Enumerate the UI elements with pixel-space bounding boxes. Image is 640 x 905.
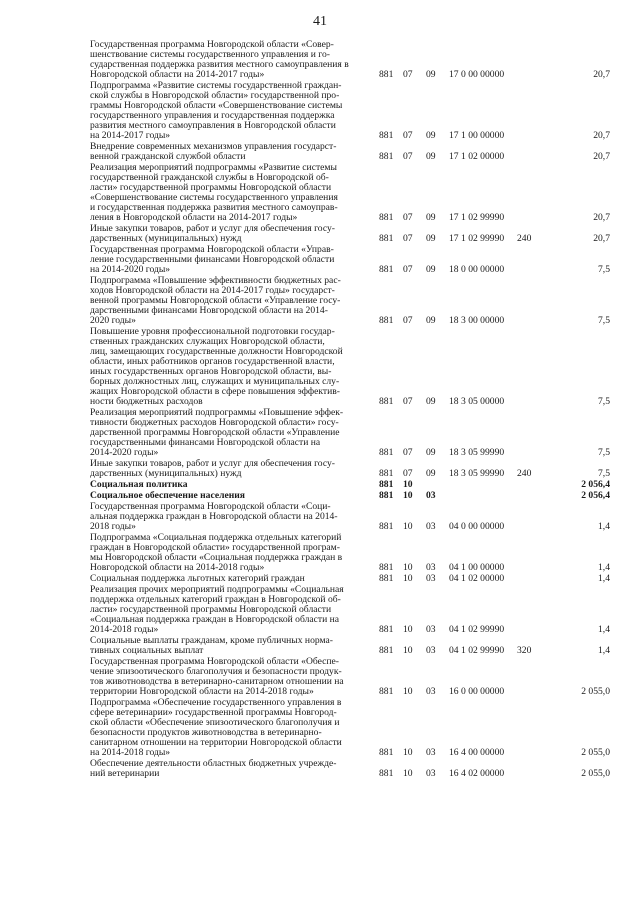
subsection-code: 03 (426, 624, 436, 635)
row-description: Социальные выплаты гражданам, кроме публичных норма- тивных социальных выплат (90, 635, 333, 656)
target-article-code: 04 1 00 00000 (449, 562, 505, 573)
table-row (90, 408, 610, 459)
expense-type-code (517, 759, 547, 780)
expense-type-code (517, 40, 547, 81)
subsection-code: 03 (426, 747, 436, 758)
row-description: Социальная поддержка льготных категорий граждан (90, 573, 305, 584)
department-code: 881 (379, 686, 394, 697)
amount-value: 20,7 (593, 130, 610, 141)
section-code: 10 (403, 562, 413, 573)
table-row (90, 142, 610, 163)
row-description: Обеспечение деятельности областных бюджетных учрежде- ний ветеринарии (90, 758, 337, 779)
row-description: Реализация прочих мероприятий подпрограммы «Социальная поддержка отдельных категорий граждан в Новгородской об- ласти» государственной программы Новгородской области «Социальная поддержка граждан в Новгородской области на 2014-2018 годы» (90, 584, 344, 635)
row-description: Иные закупки товаров, работ и услуг для обеспечения госу- дарственных (муниципальных) нужд (90, 223, 335, 244)
expense-type-code (517, 81, 547, 142)
row-description: Государственная программа Новгородской области «Соци- альная поддержка граждан в Новгородской области на 2014- 2018 годы» (90, 501, 338, 532)
department-code: 881 (379, 212, 394, 223)
subsection-code: 09 (426, 396, 436, 407)
subsection-code: 09 (426, 447, 436, 458)
department-code: 881 (379, 315, 394, 326)
subsection-code: 09 (426, 212, 436, 223)
subsection-code: 03 (426, 645, 436, 656)
target-article-code: 04 1 02 99990 (449, 624, 505, 635)
amount-value: 7,5 (598, 315, 610, 326)
row-description: Государственная программа Новгородской области «Управ- ление государственными финансами Новгородской области на 2014-2020 годы» (90, 244, 335, 275)
amount-value: 20,7 (593, 212, 610, 223)
target-article-code: 04 0 00 00000 (449, 521, 505, 532)
target-article-code: 16 0 00 00000 (449, 686, 505, 697)
department-code: 881 (379, 645, 394, 656)
amount-value: 1,4 (598, 562, 610, 573)
amount-value: 7,5 (598, 264, 610, 275)
expense-type-code: 240 (517, 233, 532, 244)
target-article-code: 18 0 00 00000 (449, 264, 505, 275)
table-row (90, 759, 610, 780)
expense-type-code (517, 408, 547, 459)
expense-type-code (517, 142, 547, 163)
table-row (90, 698, 610, 759)
subsection-code: 09 (426, 69, 436, 80)
department-code: 881 (379, 479, 394, 490)
section-code: 07 (403, 315, 413, 326)
department-code: 881 (379, 264, 394, 275)
amount-value: 1,4 (598, 573, 610, 584)
section-code: 10 (403, 521, 413, 532)
budget-table (90, 40, 610, 780)
section-code: 10 (403, 490, 413, 501)
expense-type-code: 320 (517, 645, 532, 656)
table-row (90, 585, 610, 636)
department-code: 881 (379, 562, 394, 573)
budget-table-body (90, 40, 610, 780)
section-code: 10 (403, 624, 413, 635)
table-row (90, 502, 610, 533)
expense-type-code (517, 502, 547, 533)
target-article-code: 16 4 00 00000 (449, 747, 505, 758)
expense-type-code (517, 698, 547, 759)
expense-type-code (517, 276, 547, 327)
expense-type-code (517, 163, 547, 224)
expense-type-code (517, 585, 547, 636)
subsection-code: 03 (426, 573, 436, 584)
section-code: 07 (403, 130, 413, 141)
target-article-code: 17 1 02 99990 (449, 212, 505, 223)
row-description: Реализация мероприятий подпрограммы «Развитие системы государственной гражданской службы в Новгородской об- ласти» государственной программы Новгородской области «Совершенствование системы государственного управления и государственная поддержка развития местного самоуправ- ления в Новгородской области на 2014-2017 годы» (90, 162, 338, 223)
section-code: 10 (403, 686, 413, 697)
expense-type-code (517, 480, 547, 491)
row-description: Подпрограмма «Развитие системы государственной граждан- ской службы в Новгородской области» государственной про- граммы Новгородской области «Совершенствование системы государственного управления и государственная поддержка развития местного самоуправления в Новгородской области на 2014-2017 годы» (90, 80, 343, 141)
target-article-code: 16 4 02 00000 (449, 768, 505, 779)
subsection-code: 09 (426, 264, 436, 275)
row-description: Государственная программа Новгородской области «Совер- шенствование системы государственного управления и го- сударственная поддержка развития местного самоуправления в Новгородской области на 2014-2017 годы» (90, 39, 349, 80)
department-code: 881 (379, 130, 394, 141)
expense-type-code: 240 (517, 468, 532, 479)
section-code: 10 (403, 747, 413, 758)
target-article-code: 18 3 00 00000 (449, 315, 505, 326)
department-code: 881 (379, 151, 394, 162)
subsection-code: 09 (426, 468, 436, 479)
page-number: 41 (313, 14, 327, 29)
department-code: 881 (379, 768, 394, 779)
section-code: 07 (403, 233, 413, 244)
target-article-code: 04 1 02 00000 (449, 573, 505, 584)
section-code: 07 (403, 69, 413, 80)
amount-value: 20,7 (593, 233, 610, 244)
row-description: Внедрение современных механизмов управления государст- венной гражданской службой области (90, 141, 337, 162)
amount-value: 2 056,4 (581, 479, 610, 490)
table-row (90, 327, 610, 408)
department-code: 881 (379, 468, 394, 479)
expense-type-code (517, 574, 547, 585)
table-row (90, 81, 610, 142)
department-code: 881 (379, 69, 394, 80)
row-description: Подпрограмма «Обеспечение государственного управления в сфере ветеринарии» государственной программы Новгород- ской области «Обеспечение эпизоотического благополучия и безопасности продуктов животноводства в ветеринарно- санитарном отношении на территории Новгородской области на 2014-2018 годы» (90, 697, 342, 758)
table-row (90, 657, 610, 698)
amount-value: 7,5 (598, 396, 610, 407)
department-code: 881 (379, 521, 394, 532)
section-code: 10 (403, 645, 413, 656)
table-row (90, 163, 610, 224)
target-article-code (449, 491, 517, 502)
amount-value: 1,4 (598, 645, 610, 656)
row-description: Социальная политика (90, 479, 188, 490)
target-article-code: 18 3 05 99990 (449, 447, 505, 458)
target-article-code: 04 1 02 99990 (449, 645, 505, 656)
department-code: 881 (379, 233, 394, 244)
amount-value: 2 055,0 (581, 768, 610, 779)
section-code: 07 (403, 212, 413, 223)
amount-value: 1,4 (598, 624, 610, 635)
amount-value: 7,5 (598, 468, 610, 479)
subsection-code: 03 (426, 490, 436, 501)
expense-type-code (517, 327, 547, 408)
subsection-code: 03 (426, 521, 436, 532)
row-description: Повышение уровня профессиональной подготовки государ- ственных гражданских служащих Новгородской области, лиц, замещающих государственные должности Новгородской области, иных работников органов государственной власти, иных государственных органов Новгородской области, вы- борных должностных лиц, служащих и муниципальных слу- жащих Новгородской области в сфере повышения эффектив- ности бюджетных расходов (90, 326, 343, 407)
amount-value: 7,5 (598, 447, 610, 458)
target-article-code: 18 3 05 00000 (449, 396, 505, 407)
row-description: Реализация мероприятий подпрограммы «Повышение эффек- тивности бюджетных расходов Новгородской области» госу- дарственной программы Новгородской области «Управление государственными финансами Новгородской области на 2014-2020 годы» (90, 407, 344, 458)
amount-value: 2 055,0 (581, 747, 610, 758)
subsection-code: 03 (426, 562, 436, 573)
department-code: 881 (379, 747, 394, 758)
subsection-code: 03 (426, 686, 436, 697)
target-article-code: 18 3 05 99990 (449, 468, 505, 479)
subsection-code: 09 (426, 130, 436, 141)
subsection-code: 03 (426, 768, 436, 779)
amount-value: 20,7 (593, 69, 610, 80)
table-row (90, 276, 610, 327)
row-description: Иные закупки товаров, работ и услуг для обеспечения госу- дарственных (муниципальных) нужд (90, 458, 335, 479)
department-code: 881 (379, 396, 394, 407)
expense-type-code (517, 245, 547, 276)
department-code: 881 (379, 490, 394, 501)
department-code: 881 (379, 573, 394, 584)
amount-value: 2 055,0 (581, 686, 610, 697)
row-description: Подпрограмма «Социальная поддержка отдельных категорий граждан в Новгородской области» государственной програм- мы Новгородской области «Социальная поддержка граждан в Новгородской области на 2014-2018 годы» (90, 532, 343, 573)
target-article-code: 17 1 00 00000 (449, 130, 505, 141)
section-code: 07 (403, 396, 413, 407)
table-row (90, 245, 610, 276)
section-code: 07 (403, 151, 413, 162)
table-row (90, 40, 610, 81)
table-row (90, 533, 610, 574)
amount-value: 20,7 (593, 151, 610, 162)
section-code: 10 (403, 479, 413, 490)
table-row (90, 224, 610, 245)
target-article-code: 17 1 02 00000 (449, 151, 505, 162)
target-article-code: 17 0 00 00000 (449, 69, 505, 80)
row-description: Государственная программа Новгородской области «Обеспе- чение эпизоотического благополучия и безопасности продук- тов животноводства в ветеринарно-санитарном отношении на территории Новгородской области на 2014-2018 годы» (90, 656, 344, 697)
row-description: Социальное обеспечение населения (90, 490, 245, 501)
section-code: 10 (403, 768, 413, 779)
expense-type-code (517, 657, 547, 698)
table-row (90, 459, 610, 480)
amount-value: 1,4 (598, 521, 610, 532)
subsection-code: 09 (426, 151, 436, 162)
department-code: 881 (379, 624, 394, 635)
subsection-code: 09 (426, 233, 436, 244)
section-code: 07 (403, 447, 413, 458)
department-code: 881 (379, 447, 394, 458)
target-article-code (449, 480, 517, 491)
subsection-code: 09 (426, 315, 436, 326)
section-code: 10 (403, 573, 413, 584)
section-code: 07 (403, 264, 413, 275)
expense-type-code (517, 491, 547, 502)
expense-type-code (517, 533, 547, 574)
amount-value: 2 056,4 (581, 490, 610, 501)
target-article-code: 17 1 02 99990 (449, 233, 505, 244)
table-row (90, 636, 610, 657)
row-description: Подпрограмма «Повышение эффективности бюджетных рас- ходов Новгородской области на 2014-2017 годы» государст- венной программы Новгородской области «Управление госу- дарственными финансами Новгородской области на 2014- 2020 годы» (90, 275, 341, 326)
section-code: 07 (403, 468, 413, 479)
